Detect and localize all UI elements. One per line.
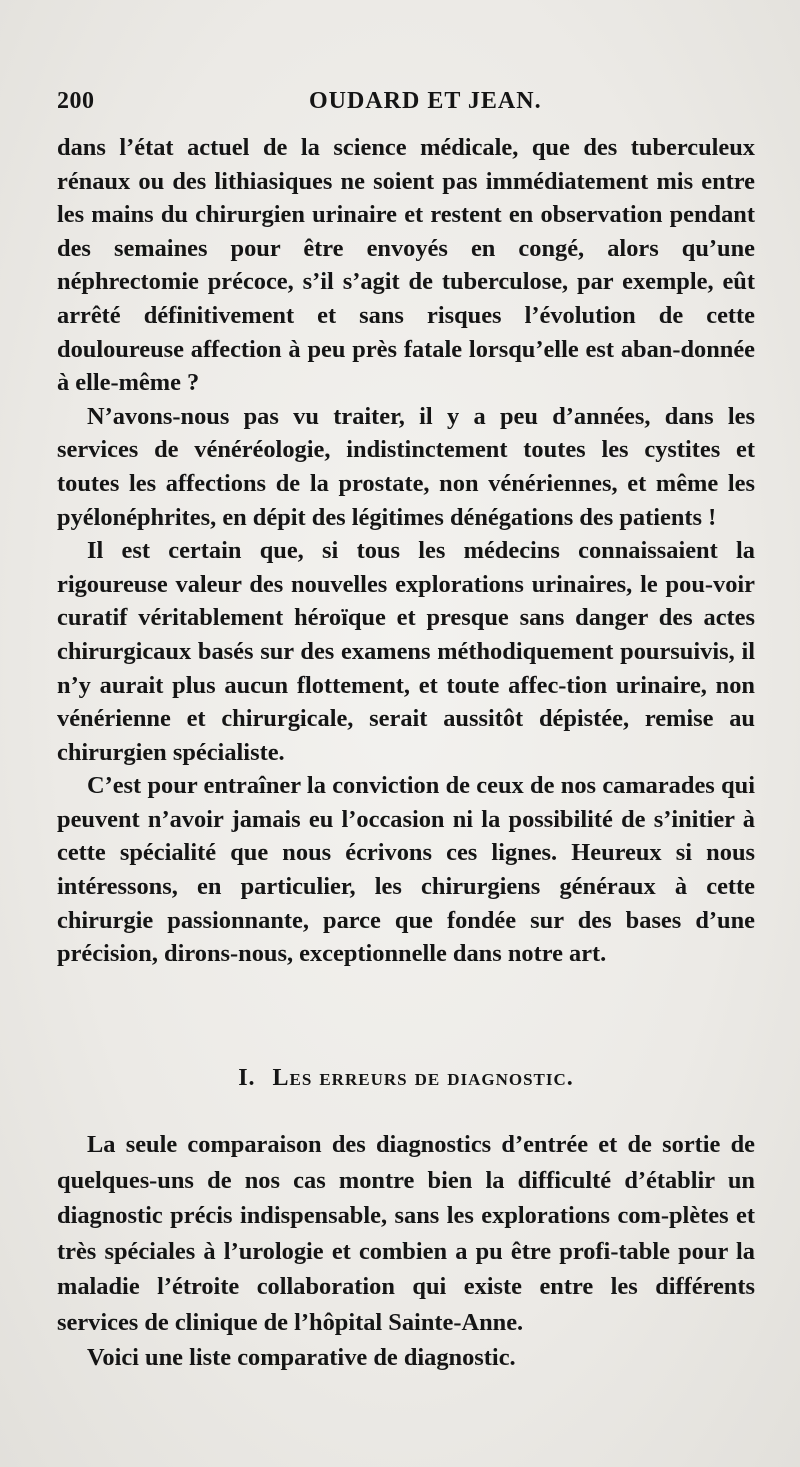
running-head: OUDARD ET JEAN. bbox=[309, 88, 542, 114]
paragraph-continuation: dans l’état actuel de la science médicale, que des tuberculeux rénaux ou des lithiasiques ne soient pas immédiatement mis entre les mains du chirurgien urinaire et restent en observation pendant des semaines pour être envoyés en congé, alors qu’une néphrectomie précoce, s’il s’agit de tuberculose, par exemple, eût arrêté définitivement et sans risques l’évolution de cette douloureuse affection à peu près fatale lorsqu’elle est aban-donnée à elle-même ? bbox=[57, 134, 755, 397]
section-paragraph-list-intro: Voici une liste comparative de diagnostic. bbox=[87, 1344, 516, 1371]
page-header bbox=[57, 88, 757, 120]
section-paragraph-comparison: La seule comparaison des diagnostics d’entrée et de sortie de quelques-uns de nos cas montre bien la difficulté d’établir un diagnostic précis indispensable, sans les explorations com-plètes et très spéciales à l’urologie et combien a pu être profi-table pour la maladie l’étroite collaboration qui existe entre les différents services de clinique de l’hôpital Sainte-Anne. bbox=[57, 1131, 755, 1336]
main-text-block bbox=[57, 131, 755, 971]
paragraph-urinary-explorations: Il est certain que, si tous les médecins connaissaient la rigoureuse valeur des nouvelles explorations urinaires, le pou-voir curatif véritablement héroïque et presque sans danger des actes chirurgicaux basés sur des examens méthodiquement poursuivis, il n’y aurait plus aucun flottement, et toute affec-tion urinaire, non vénérienne et chirurgicale, serait aussitôt dépistée, remise au chirurgien spécialiste. bbox=[57, 537, 755, 766]
section-number: I. bbox=[238, 1065, 256, 1091]
paragraph-conviction: C’est pour entraîner la conviction de ceux de nos camarades qui peuvent n’avoir jamais eu l’occasion ni la possibilité de s’initier à cette spécialité que nous écrivons ces lignes. Heureux si nous intéressons, en particulier, les chirurgiens généraux à cette chirurgie passionnante, parce que fondée sur des bases d’une précision, dirons-nous, exceptionnelle dans notre art. bbox=[57, 772, 755, 968]
paragraph-venereology: N’avons-nous pas vu traiter, il y a peu d’années, dans les services de vénéréologie, indistinctement toutes les cystites et toutes les affections de la prostate, non vénériennes, et même les pyélonéphrites, en dépit des légitimes dénégations des patients ! bbox=[57, 402, 755, 531]
page-number: 200 bbox=[57, 88, 95, 114]
section-title: Les erreurs de diagnostic. bbox=[272, 1065, 574, 1091]
section-heading bbox=[57, 1065, 755, 1092]
section-text-block bbox=[57, 1127, 755, 1376]
